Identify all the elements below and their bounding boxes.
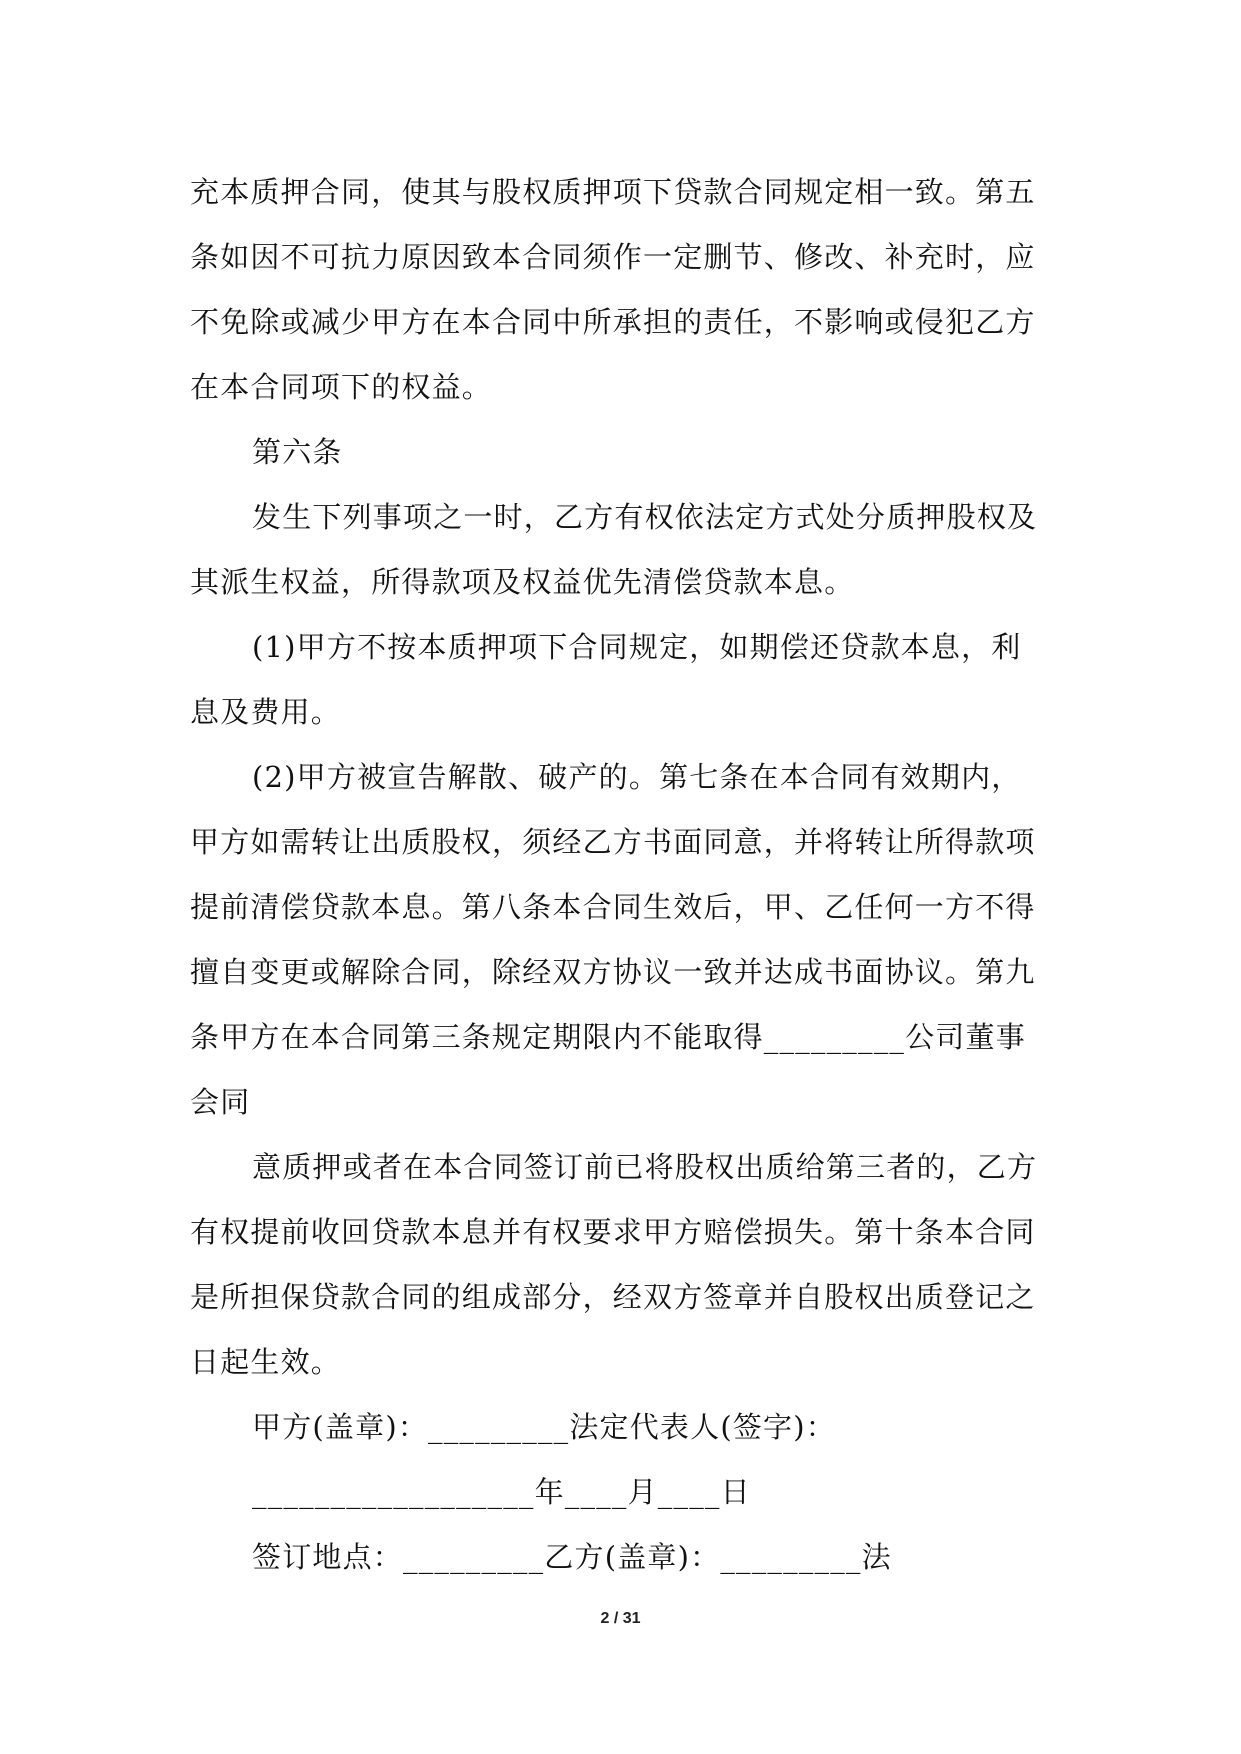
text-line: 息及费用。 (190, 695, 342, 729)
text-line: 其派生权益，所得款项及权益优先清偿贷款本息。 (190, 565, 855, 599)
signature-line: 签订地点：_________乙方(盖章)：_________法 (252, 1540, 892, 1574)
text-line: 在本合同项下的权益。 (190, 370, 493, 404)
text-line: 有权提前收回贷款本息并有权要求甲方赔偿损失。第十条本合同 (190, 1215, 1036, 1249)
text-line: 条如因不可抗力原因致本合同须作一定删节、修改、补充时，应 (190, 240, 1036, 274)
text-line: 意质押或者在本合同签订前已将股权出质给第三者的，乙方 (252, 1150, 1038, 1184)
text-line: 不免除或减少甲方在本合同中所承担的责任，不影响或侵犯乙方 (190, 305, 1036, 339)
document-body (190, 160, 1052, 1590)
text-line: 日起生效。 (190, 1345, 342, 1379)
page-number: 2 / 31 (600, 1610, 641, 1627)
text-line: 擅自变更或解除合同，除经双方协议一致并达成书面协议。第九 (190, 955, 1036, 989)
text-line: (1)甲方不按本质押项下合同规定，如期偿还贷款本息，利 (252, 630, 1022, 664)
text-line: 充本质押合同，使其与股权质押项下贷款合同规定相一致。第五 (190, 175, 1036, 209)
date-line: __________________年____月____日 (252, 1475, 751, 1509)
text-line: 是所担保贷款合同的组成部分，经双方签章并自股权出质登记之 (190, 1280, 1036, 1314)
section-heading: 第六条 (252, 435, 343, 469)
text-line: 会同 (190, 1085, 251, 1119)
text-line: 甲方如需转让出质股权，须经乙方书面同意，并将转让所得款项 (190, 825, 1036, 859)
text-line: (2)甲方被宣告解散、破产的。第七条在本合同有效期内， (252, 760, 1022, 794)
text-line: 条甲方在本合同第三条规定期限内不能取得_________公司董事 (190, 1020, 1026, 1054)
text-line: 发生下列事项之一时，乙方有权依法定方式处分质押股权及 (252, 500, 1038, 534)
signature-line: 甲方(盖章)：_________法定代表人(签字)： (252, 1410, 836, 1444)
text-line: 提前清偿贷款本息。第八条本合同生效后，甲、乙任何一方不得 (190, 890, 1036, 924)
